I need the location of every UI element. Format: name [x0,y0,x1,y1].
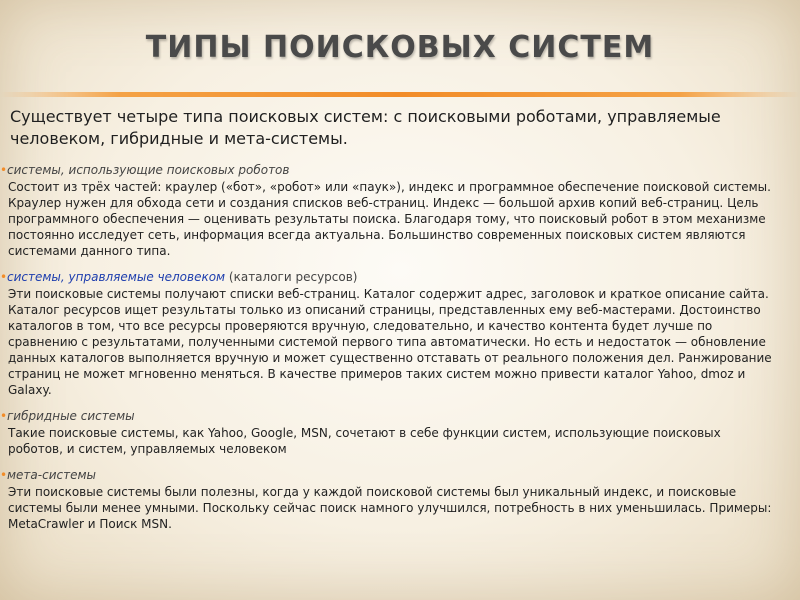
section-heading [0,162,800,178]
slide-title: ТИПЫ ПОИСКОВЫХ СИСТЕМ [145,30,655,65]
bullet-icon: • [0,409,8,423]
title-divider [0,92,800,97]
section-heading-text: системы, использующие поисковых роботов [7,163,290,177]
section-heading-link[interactable]: системы, управляемые человеком [7,270,226,284]
section-meta [0,467,800,532]
section-body: Такие поисковые системы, как Yahoo, Google, MSN, сочетают в себе функции систем, использующие поисковых роботов, и систем, управляемых человеком [8,426,721,456]
intro-paragraph: Существует четыре типа поисковых систем: с поисковыми роботами, управляемые человеком, гибридные и мета-системы. [10,107,721,148]
bullet-icon: • [0,270,8,284]
section-heading-text: гибридные системы [7,409,135,423]
section-robots [0,162,800,259]
section-human-managed [0,269,800,398]
section-heading [0,467,800,483]
sections-list [0,162,800,542]
section-body: Эти поисковые системы были полезны, когда у каждой поисковой системы был уникальный индекс, и поисковые системы были менее умными. Поскольку сейчас поиск намного улучшился, потребность в них уменьшилась. Примеры: MetaCrawler и Поиск MSN. [8,485,772,531]
section-heading [0,269,800,285]
section-heading [0,408,800,424]
section-heading-text: мета-системы [7,468,97,482]
bullet-icon: • [0,468,8,482]
section-hybrid [0,408,800,457]
section-heading-suffix: (каталоги ресурсов) [225,270,358,284]
section-body: Эти поисковые системы получают списки веб-страниц. Каталог содержит адрес, заголовок и краткое описание сайта. Каталог ресурсов ищет результаты только из описаний страницы, представленных ему веб-мастерами. Достоинство каталогов в том, что все ресурсы проверяются вручную, следовательно, и качество контента будет лучше по сравнению с результатами, полученными системой первого типа автоматически. Но есть и недостаток — обновление данных каталогов выполняется вручную и может существенно отставать от реального положения дел. Ранжирование страниц не может мгновенно меняться. В качестве примеров таких систем можно привести каталог Yahoo, dmoz и Galaxy. [8,287,772,397]
section-body: Состоит из трёх частей: краулер («бот», «робот» или «паук»), индекс и программное обеспечение поисковой системы. Краулер нужен для обхода сети и создания списков веб-страниц. Индекс — большой архив копий веб-страниц. Цель программного обеспечения — оценивать результаты поиска. Благодаря тому, что поисковый робот в этом механизме постоянно исследует сеть, информация всегда актуальна. Большинство современных поисковых систем являются системами данного типа. [8,180,771,258]
bullet-icon: • [0,163,8,177]
